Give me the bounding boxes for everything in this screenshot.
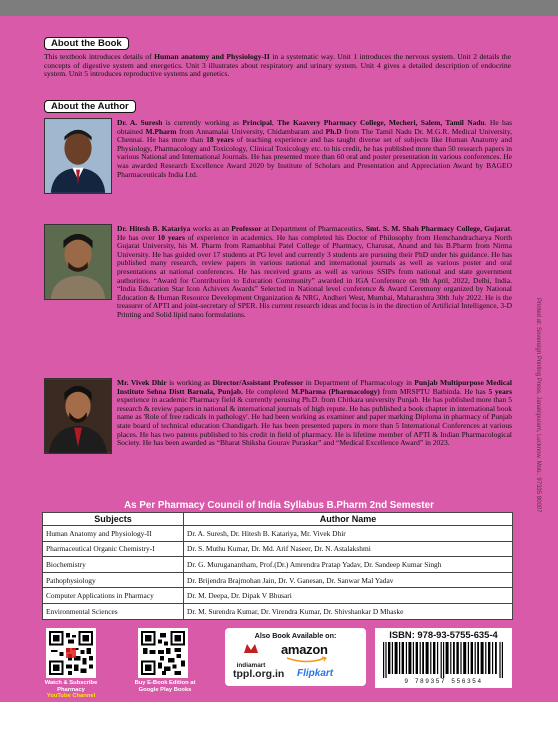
author-cell: Dr. Brijendra Brajmohan Jain, Dr. V. Ganesan, Dr. Sanwar Mal Yadav <box>184 572 513 588</box>
portrait-icon <box>45 379 111 453</box>
author-cell: Dr. G. Muruganantham, Prof.(Dr.) Amrendra Pratap Yadav, Dr. Sandeep Kumar Singh <box>184 557 513 573</box>
portrait-icon <box>45 225 111 299</box>
qr-code-icon <box>141 631 185 675</box>
syllabus-title: As Per Pharmacy Council of India Syllabus B.Pharm 2nd Semester <box>124 500 434 511</box>
about-book-heading: About the Book <box>44 37 129 50</box>
subject-cell: Human Anatomy and Physiology-II <box>43 526 184 542</box>
bottom-margin <box>0 702 558 733</box>
author-cell: Dr. M. Deepa, Dr. Dipak V Bhusari <box>184 588 513 604</box>
subject-cell: Pharmaceutical Organic Chemistry-I <box>43 541 184 557</box>
table-row <box>43 526 513 542</box>
available-label: Also Book Available on: <box>254 631 337 640</box>
author-bio-dhir: Mr. Vivek Dhir is working as Director/Assistant Professor in Department of Pharmacology in Punjab Multipurpose Medical Institute Sehna Distt Barnala, Punjab. He completed M.Pharma (Pharmacology) from MRSPTU Bathinda. He has 5 years experience in academic Pharmacy field & currently perusing Ph.D. from Chitkara university Punjab. He has published more than 5 research & review papers in national & international journals of high repute. He has published a book chapter in international book name as 'Role of free radicals in pathology'. He had been working as examiner and paper marking Diploma in pharmacy of Punjab state board of technical education Chandigarh. He has been presented papers in more than 5 International Conferences at various places. He has two patents published to his credit in field of pharmacy. He is lifetime member of APTI & Indian Pharmacological Society. He has been awarded as “Bharat Shiksha Gourav Puraskar” and “Medical Excellence Award” in 2023. <box>117 378 513 448</box>
about-author-heading: About the Author <box>44 100 136 113</box>
qr-code-icon <box>49 631 93 675</box>
portrait-icon <box>45 119 111 193</box>
amazon-logo[interactable]: amazon <box>281 642 328 657</box>
subject-cell: Biochemistry <box>43 557 184 573</box>
author-cell: Dr. M. Surendra Kumar, Dr. Virendra Kumar, Dr. Shivshankar D Mhaske <box>184 603 513 619</box>
flipkart-logo[interactable]: Flipkart <box>297 668 334 679</box>
table-header-row <box>43 513 513 526</box>
top-border <box>0 0 558 16</box>
table-row <box>43 588 513 604</box>
table-row <box>43 603 513 619</box>
table-row <box>43 557 513 573</box>
google-play-qr-code[interactable] <box>138 628 188 678</box>
subjects-table <box>42 512 513 620</box>
indiamart-icon <box>243 642 259 654</box>
barcode-digits: 9 789357 556354 <box>404 678 483 685</box>
author-photo-katariya <box>44 224 112 300</box>
table-row <box>43 541 513 557</box>
indiamart-logo[interactable]: indiamart <box>231 642 271 672</box>
youtube-caption: Watch & Subscribe Pharmacy YouTube Channel <box>44 680 98 700</box>
isbn-box <box>375 628 512 688</box>
youtube-qr-code[interactable] <box>46 628 96 678</box>
printer-side-text: Printed at: Sovereign Printing Press, Janakipuram, Lucknow. Mob.: 97335 80007 <box>535 298 541 513</box>
author-bio-suresh: Dr. A. Suresh is currently working as Principal, The Kaavery Pharmacy College, Mecheri, Salem, Tamil Nadu. He has obtained M.Pharm from Annamalai University, Chidambaram and Ph.D from The Tamil Nadu Dr. M.G.R. Medical University, Chennai. He has more than 18 years of teaching experience and has taught diverse set of subjects like Human Anatomy and Physiology, Pharmacology and Toxicology, Clinical Toxicology etc. to his credit, he has published more than 50 research papers in various National and International Journals. He has presented more than 60 oral and poster presentation in various conferences. He was awarded Research Excellence Award 2020 by Institute of Scholars and Presentation and Appreciation Award by BAGEO Pharmaceuticals India Ltd. <box>117 118 513 179</box>
barcode-icon <box>381 642 506 678</box>
google-play-caption: Buy E-Book Edition at Google Play Books <box>134 680 196 693</box>
subject-cell: Environmental Sciences <box>43 603 184 619</box>
available-on-box <box>225 628 366 686</box>
column-header: Author Name <box>184 513 513 526</box>
author-bio-katariya: Dr. Hitesh B. Katariya works as an Professor at Department of Pharmaceutics, Smt. S. M. Shah Pharmacy College, Gujarat. He has over 10 years of experience in academics. He has completed his Doctor of Philosophy from Hemchandracharya North Gujarat University, his M. Pharm from Ramanbhai Patel College of Pharmacy, Charusat, Anand and his B.Pharm from Nirma University. He has guided over 17 students at PG level and currently 3 students are pursuing their PhD under his guidance. He has published many research, review papers in various national and international journals as well as various poster and oral presentations at national conferences. He has received grants as well as various SSIPs from national and state government authorities. “Award for Contribution to Education Community” awarded in IGA Conference on 9th April, 2022, Delhi, India. “India Education Star Icon Achivers Awards” Selected in National level conference & Award Ceremony organized by National Education & Human Resource Development Organization & NRG, Andheri West, Mumbai, Maharashtra 30th July 2022. He is the treasurer of APTI and joint-secretary of SPER. His current research ideas and focus is in the direction of Artificial Intelligence, 3-D Printing and Solid lipid nano formulations. <box>117 224 512 319</box>
amazon-smile-icon <box>285 657 329 663</box>
author-photo-dhir <box>44 378 112 454</box>
subject-cell: Computer Applications in Pharmacy <box>43 588 184 604</box>
author-photo-suresh <box>44 118 112 194</box>
table-row <box>43 572 513 588</box>
subject-cell: Pathophysiology <box>43 572 184 588</box>
isbn-text: ISBN: 978-93-5755-635-4 <box>389 629 498 640</box>
author-cell: Dr. A. Suresh, Dr. Hitesh B. Katariya, Mr. Vivek Dhir <box>184 526 513 542</box>
author-cell: Dr. S. Muthu Kumar, Dr. Md. Arif Naseer, Dr. N. Astalakshmi <box>184 541 513 557</box>
about-book-text: This textbook introduces details of Human anatomy and Physiology-II in a systematic way. Unit 1 introduces the nervous system. Unit 2 details the concepts of digestive system and energetics. Unit 3 illustrates about respiratory and urinary system. Unit 4 gives a detailed description of endocrine system. Unit 5 introduces reproductive systems and genetics. <box>44 52 511 79</box>
column-header: Subjects <box>43 513 184 526</box>
tppl-logo[interactable]: tppl.org.in <box>233 668 285 680</box>
